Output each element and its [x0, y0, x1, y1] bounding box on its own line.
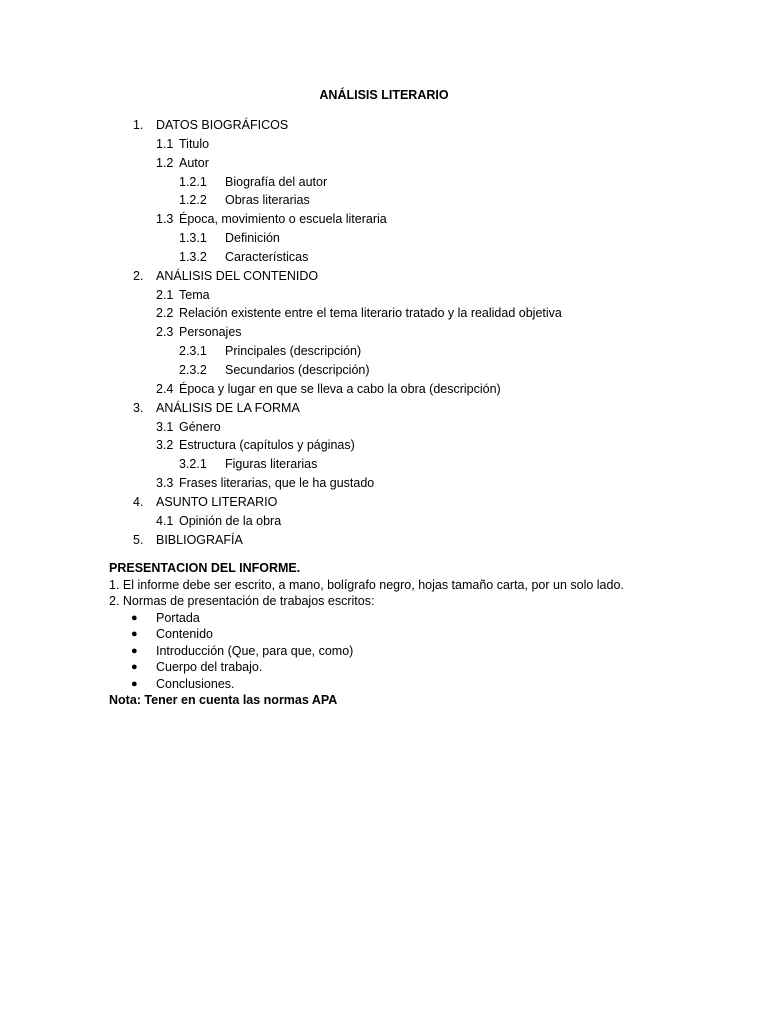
bullet-dot-icon: ● [131, 661, 138, 673]
outline-item-number: 1.1 [156, 136, 174, 151]
outline-item [0, 342, 768, 361]
outline-item-text: Época y lugar en que se lleva a cabo la obra (descripción) [179, 381, 501, 396]
bullet-item [109, 626, 749, 643]
outline-item-number: 1.3.1 [179, 231, 207, 246]
outline-item [0, 512, 768, 531]
outline-item-number: 5. [133, 532, 144, 547]
outline-item-text: ANÁLISIS DEL CONTENIDO [156, 268, 319, 283]
outline-item-number: 4. [133, 494, 144, 509]
outline-item-text: Época, movimiento o escuela literaria [179, 212, 387, 227]
outline-item-text: Relación existente entre el tema literario tratado y la realidad objetiva [179, 306, 562, 321]
outline-item-text: Secundarios (descripción) [225, 362, 370, 377]
outline-item [0, 229, 768, 248]
outline-item [0, 267, 768, 286]
outline-item-text: Principales (descripción) [225, 344, 362, 359]
outline-item [0, 323, 768, 342]
outline-item-number: 2.3.1 [179, 344, 207, 359]
outline-item [0, 493, 768, 512]
outline-item-text: ANÁLISIS DE LA FORMA [156, 400, 300, 415]
outline-list [0, 116, 768, 549]
outline-item-text: Definición [225, 231, 280, 246]
outline-item [0, 474, 768, 493]
outline-item [0, 304, 768, 323]
bullet-text: Cuerpo del trabajo. [156, 660, 263, 674]
outline-item [0, 399, 768, 418]
bullet-text: Introducción (Que, para que, como) [156, 643, 354, 658]
outline-item-number: 1.3 [156, 212, 174, 227]
bullet-item [109, 610, 749, 627]
outline-item-text: DATOS BIOGRÁFICOS [156, 118, 289, 132]
outline-item-number: 3. [133, 400, 144, 415]
outline-item [0, 436, 768, 455]
presentation-item-1: 1. El informe debe ser escrito, a mano, bolígrafo negro, hojas tamaño carta, por un solo lado. [109, 577, 624, 592]
document-title: ANÁLISIS LITERARIO [319, 88, 449, 102]
outline-item-text: Obras literarias [225, 193, 310, 208]
bullet-text: Portada [156, 610, 200, 625]
bullet-dot-icon: ● [131, 644, 138, 657]
note-text: Nota: Tener en cuenta las normas APA [109, 693, 338, 707]
outline-item-number: 4.1 [156, 513, 174, 528]
outline-item-number: 3.3 [156, 476, 174, 491]
outline-item-text: Género [179, 419, 221, 434]
outline-item-number: 2.3.2 [179, 362, 207, 377]
bullet-item [109, 676, 749, 693]
bullet-dot-icon: ● [131, 611, 138, 624]
outline-item-number: 2.2 [156, 306, 174, 321]
outline-item [0, 286, 768, 305]
outline-item-number: 2.4 [156, 381, 174, 396]
outline-item-text: Autor [179, 155, 209, 170]
outline-item [0, 361, 768, 380]
outline-item [0, 531, 768, 550]
outline-item-number: 1.2 [156, 155, 174, 170]
outline-item [0, 116, 768, 135]
outline-item-text: Figuras literarias [225, 457, 318, 472]
outline-item-number: 3.1 [156, 419, 174, 434]
outline-item [0, 154, 768, 173]
outline-item-number: 2.3 [156, 325, 174, 340]
outline-item-number: 2. [133, 268, 144, 283]
outline-item [0, 173, 768, 192]
outline-item-number: 3.2.1 [179, 457, 207, 472]
bullet-item [109, 659, 749, 676]
outline-item-number: 1.3.2 [179, 249, 207, 264]
outline-item-text: Características [225, 249, 309, 264]
outline-item-text: BIBLIOGRAFÍA [156, 532, 243, 547]
bullet-text: Contenido [156, 627, 213, 641]
outline-item-number: 1.2.2 [179, 193, 207, 208]
outline-item [0, 248, 768, 267]
presentation-heading: PRESENTACION DEL INFORME. [109, 561, 301, 575]
outline-item-number: 1.2.1 [179, 174, 207, 189]
bullet-text: Conclusiones. [156, 676, 235, 691]
outline-item [0, 455, 768, 474]
bullet-dot-icon: ● [131, 677, 138, 690]
outline-item-text: ASUNTO LITERARIO [156, 494, 278, 509]
bullet-list [109, 610, 749, 693]
outline-item [0, 380, 768, 399]
outline-item-number: 1. [133, 118, 144, 132]
outline-item-text: Opinión de la obra [179, 513, 282, 528]
outline-item-text: Tema [179, 287, 210, 302]
outline-item [0, 418, 768, 437]
outline-item-text: Estructura (capítulos y páginas) [179, 438, 355, 453]
outline-item [0, 191, 768, 210]
outline-item-text: Frases literarias, que le ha gustado [179, 476, 375, 491]
bullet-dot-icon: ● [131, 628, 138, 640]
presentation-item-2: 2. Normas de presentación de trabajos escritos: [109, 594, 375, 608]
outline-item-text: Titulo [179, 136, 210, 151]
outline-item-text: Biografía del autor [225, 174, 328, 189]
outline-item [0, 135, 768, 154]
outline-item-number: 3.2 [156, 438, 174, 453]
bullet-item [109, 643, 749, 660]
presentation-section [109, 560, 749, 709]
outline-item [0, 210, 768, 229]
outline-item-number: 2.1 [156, 287, 174, 302]
outline-item-text: Personajes [179, 325, 242, 340]
